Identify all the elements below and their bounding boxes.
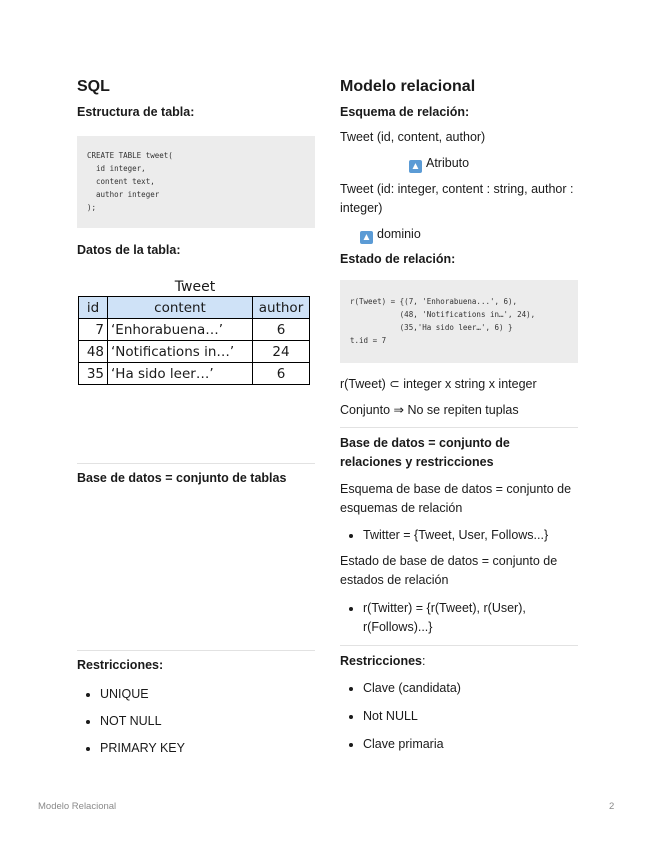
restrictions-colon: : <box>421 654 426 668</box>
table-row <box>79 363 310 385</box>
attribute-label: Atributo <box>426 156 470 170</box>
tweet-table <box>78 296 310 385</box>
cell-content: ‘Enhorabuena…’ <box>108 319 253 341</box>
schema-label: Esquema de relación: <box>340 105 470 119</box>
page-number: 2 <box>609 801 615 812</box>
domain-label: dominio <box>377 227 421 241</box>
schema-text: Tweet (id, content, author) <box>340 130 486 144</box>
data-label: Datos de la tabla: <box>77 243 181 257</box>
db-state-text: Estado de base de datos = conjunto de estados de relación <box>340 554 558 587</box>
db-label: Base de datos = conjunto de tablas <box>77 471 287 485</box>
cell-author: 24 <box>253 341 310 363</box>
cell-content: ‘Notifications in…’ <box>108 341 253 363</box>
header-author: author <box>253 297 310 319</box>
db-schema-list <box>340 526 601 545</box>
structure-label: Estructura de tabla: <box>77 105 195 119</box>
list-item: • PRIMARY KEY <box>100 739 338 758</box>
table-title: Tweet <box>174 279 216 295</box>
domain-note <box>360 225 421 244</box>
relational-heading: Modelo relacional <box>340 78 476 95</box>
up-arrow-icon: ▲ <box>410 161 421 172</box>
cell-id: 35 <box>79 363 108 385</box>
restrictions-label: Restricciones <box>340 654 422 668</box>
restrictions-label: Restricciones: <box>77 658 164 672</box>
list-item: • r(Twitter) = {r(Tweet), r(User), r(Follows)...} <box>363 599 563 637</box>
relational-restrictions-list <box>340 679 601 754</box>
cell-id: 7 <box>79 319 108 341</box>
relation-state-code: r(Tweet) = {(7, 'Enhorabuena...', 6), (48, 'Notifications in…', 24), (35,'Ha sido leer…', 6) } t.id = 7 <box>340 280 578 363</box>
divider <box>77 463 315 464</box>
list-item: • UNIQUE <box>100 685 338 704</box>
cell-author: 6 <box>253 363 310 385</box>
list-item: • Not NULL <box>363 707 601 726</box>
table-row <box>79 341 310 363</box>
attribute-note <box>409 154 469 173</box>
cell-id: 48 <box>79 341 108 363</box>
footer-title: Modelo Relacional <box>38 801 117 812</box>
list-item: • Twitter = {Tweet, User, Follows...} <box>363 526 601 545</box>
cell-author: 6 <box>253 319 310 341</box>
list-item: • NOT NULL <box>100 712 338 731</box>
db-schema-text: Esquema de base de datos = conjunto de esquemas de relación <box>340 482 572 515</box>
table-row <box>79 319 310 341</box>
divider <box>340 427 578 428</box>
sql-restrictions-list <box>77 685 338 758</box>
divider <box>77 650 315 651</box>
divider <box>340 645 578 646</box>
db-state-list <box>340 599 563 637</box>
cell-content: ‘Ha sido leer…’ <box>108 363 253 385</box>
db-heading: Base de datos = conjunto de relaciones y restricciones <box>340 436 510 469</box>
table-header-row <box>79 297 310 319</box>
state-label: Estado de relación: <box>340 252 456 266</box>
restrictions-heading <box>340 652 425 671</box>
up-arrow-icon: ▲ <box>361 232 372 243</box>
typed-schema-text: Tweet (id: integer, content : string, author : integer) <box>340 182 574 215</box>
list-item: • Clave (candidata) <box>363 679 601 698</box>
sql-heading: SQL <box>77 78 110 95</box>
create-table-code: CREATE TABLE tweet( id integer, content text, author integer ); <box>77 136 315 228</box>
header-id: id <box>79 297 108 319</box>
header-content: content <box>108 297 253 319</box>
set-text: Conjunto ⇒ No se repiten tuplas <box>340 403 519 417</box>
list-item: • Clave primaria <box>363 735 601 754</box>
tweet-table-figure <box>78 279 310 385</box>
subset-text: r(Tweet) ⊂ integer x string x integer <box>340 377 537 391</box>
